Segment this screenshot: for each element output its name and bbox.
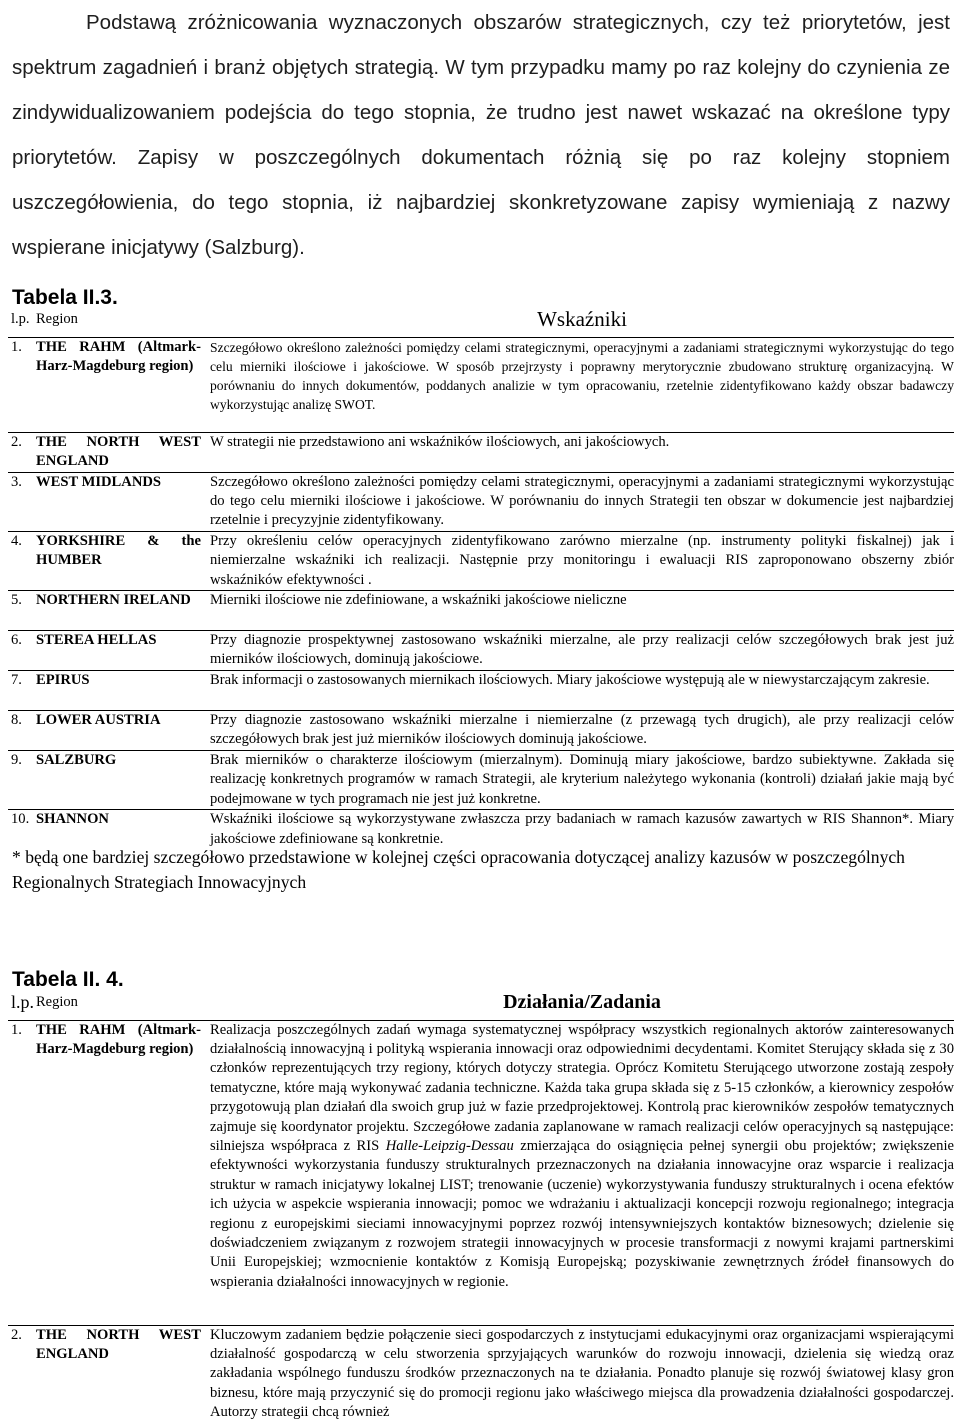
table-row <box>8 1325 954 1423</box>
table-row <box>8 531 954 590</box>
table1-caption: Tabela II.3. <box>12 286 118 309</box>
intro-rest: jest spektrum zagadnień i branż objętych strategią. W tym przypadku mamy po raz kolejny do czynienia ze zindywidualizowaniem podejścia do tego stopnia, że trudno jest nawet wskazać na określone typy priorytetów. Zapisy w poszczególnych dokumentach różnią się po raz kolejny stopniem uszczegółowienia, do tego stopnia, iż najbardziej skonkretyzowane zapisy wymieniają z nazwy wspierane inicjatywy (Salzburg). <box>12 11 950 259</box>
table-row <box>8 432 954 472</box>
row-number: 4. <box>8 531 33 590</box>
row-text: Wskaźniki ilościowe są wykorzystywane zwłaszcza przy badaniach w ramach kazusów zawartych w RIS Shannon*. Miary jakościowe zdefiniowane są konkretnie. <box>207 810 954 850</box>
row-number: 2. <box>8 1325 33 1423</box>
row-number: 3. <box>8 472 33 531</box>
table2-header-row <box>8 993 954 1020</box>
table1-header-row <box>8 310 954 337</box>
table2-header-region: Region <box>36 994 78 1010</box>
row-region: SHANNON <box>33 810 207 850</box>
row-region: NORTHERN IRELAND <box>33 590 207 630</box>
table-row <box>8 630 954 670</box>
row-region: EPIRUS <box>33 670 207 710</box>
row-text: Brak mierników o charakterze ilościowym (mierzalnym). Dominują miary jakościowe, bardzo subiektywne. Zakłada się realizację konkretnych programów w ramach Strategii, ale kryterium należytego wykonania (kontroli) działań jakie mają być podejmowane w tych programach nie jest już konkretne. <box>207 750 954 809</box>
table-row <box>8 1020 954 1325</box>
table-row <box>8 472 954 531</box>
row-text-emphasis: Halle-Leipzig-Dessau <box>385 1137 514 1154</box>
table-row <box>8 710 954 750</box>
row-region: WEST MIDLANDS <box>33 472 207 531</box>
row-region: THE NORTH WEST ENGLAND <box>33 1325 207 1423</box>
row-number: 6. <box>8 630 33 670</box>
intro-first-line: Podstawą zróżnicowania wyznaczonych obszarów strategicznych, czy też priorytetów, <box>86 11 907 34</box>
row-text-part: Realizacja poszczególnych zadań wymaga systematycznej współpracy wszystkich regionalnych aktorów zainteresowanych działalnością innowacyjną i polityką wspierania innowacji oraz odpowiednimi decydentami. Komitet Sterujący składa się z 30 członków reprezentujących trzy regiony, których dotyczy strategia. Oprócz Komitetu Sterującego utworzone zostają zespoły tematyczne, które mają wykonywać zadania techniczne. Każda taka grupa składa się z 5-15 członków, a kierownicy zespołów przygotowują plan działań dla swoich grup już w fazie przedprojektowej. Kontrolą prac kierowników zespołów tematycznych zajmuje się koordynator projektu. Szczegółowe zadania zaplanowane w ramach realizacji celów operacyjnych są następujące: silniejsza współpraca z RIS <box>210 1021 954 1154</box>
row-text-part: Kluczowym zadaniem będzie połączenie sieci gospodarczych z instytucjami edukacyjnymi oraz organizacjami wspierającymi działalność gospodarczą w celu stworzenia sprzyjających warunków do rozwoju innowacji, dzielenia się wiedzą oraz zakładania wspólnego funduszu środków przeznaczonych na te działania. Ponadto planuje się rozwój światowej klasy gron biznesu, które mają przyczynić się do promocji regionu jako właściwego miejsca dla prowadzenia działalności gospodarczej. Autorzy strategii chcą również <box>210 1326 954 1421</box>
table-row <box>8 590 954 630</box>
row-number: 10. <box>8 810 33 850</box>
row-number: 9. <box>8 750 33 809</box>
table-row <box>8 810 954 850</box>
table1-header-region: Region <box>36 311 78 327</box>
row-text: Szczegółowo określono zależności pomiędzy celami strategicznymi, operacyjnymi a zadaniami strategicznymi wykorzystując do tego celu mierniki ilościowe i jakościowe. W sposób przejrzysty i poprawny merytorycznie zbudowano strukturę organizacyjną. W porównaniu do innych dokumentów, poddanych analizie w tym opracowaniu, rzetelnie zidentyfikowano każdy obszar badawczy wykorzystując analizę SWOT. <box>207 337 954 432</box>
row-region: THE RAHM (Altmark-Harz-Magdeburg region) <box>33 337 207 432</box>
row-text: W strategii nie przedstawiono ani wskaźników ilościowych, ani jakościowych. <box>207 432 954 472</box>
table-row <box>8 337 954 432</box>
row-number: 8. <box>8 710 33 750</box>
row-text: Przy diagnozie prospektywnej zastosowano wskaźniki mierzalne, ale przy realizacji celów szczegółowych brak jest już mierników ilościowych, dominują jakościowe. <box>207 630 954 670</box>
row-region: THE RAHM (Altmark-Harz-Magdeburg region) <box>33 1020 207 1325</box>
footnote: * będą one bardziej szczegółowo przedstawione w kolejnej części opracowania dotyczącej analizy kazusów w poszczególnych Regionalnych Strategiach Innowacyjnych <box>12 847 905 892</box>
row-number: 1. <box>8 1020 33 1325</box>
row-text <box>207 1325 954 1423</box>
row-region: LOWER AUSTRIA <box>33 710 207 750</box>
row-region: YORKSHIRE & the HUMBER <box>33 531 207 590</box>
table-row <box>8 670 954 710</box>
table2-caption: Tabela II. 4. <box>12 968 124 991</box>
table1-header-lp: l.p. <box>11 311 30 327</box>
row-text: Szczegółowo określono zależności pomiędzy celami strategicznymi, operacyjnymi a zadaniami strategicznymi wykorzystując do tego celu mierniki ilościowe i jakościowe. W porównaniu do innych Strategii ten obszar w dokumencie jest najbardziej rzetelnie i precyzyjnie zidentyfikowany. <box>207 472 954 531</box>
row-text <box>207 1020 954 1325</box>
row-region: THE NORTH WEST ENGLAND <box>33 432 207 472</box>
row-number: 2. <box>8 432 33 472</box>
table2 <box>8 993 954 1423</box>
row-region: SALZBURG <box>33 750 207 809</box>
row-region: STEREA HELLAS <box>33 630 207 670</box>
row-text: Mierniki ilościowe nie zdefiniowane, a wskaźniki jakościowe nieliczne <box>207 590 954 630</box>
table-row <box>8 750 954 809</box>
row-number: 5. <box>8 590 33 630</box>
row-text-part: zmierzająca do osiągnięcia pełnej synergii obu projektów; zwiększenie efektywności wykorzystania funduszy strukturalnych przeznaczonych na działania innowacyjne oraz wsparcie i realizacja struktur w ramach inicjatywy lokalnej LIST; trenowanie (uczenie) wykorzystywania funduszy strukturalnych i ocena efektów ich użycia w aspekcie wspierania innowacji; pomoc we wdrażaniu i aktualizacji koncepcji rozwoju regionalnego; integracja regionu z europejskimi sieciami innowacyjnymi poprzez rozwój intensywniejszych kontaktów biznesowych; dzielenie się doświadczeniem związanym z rozwojem strategii innowacyjnych w procesie transformacji z nowymi krajami partnerskimi Unii Europejskiej; wzmocnienie kontaktów z Komisją Europejską; pozyskiwanie zewnętrznych źródeł finansowych do wspierania działalności innowacyjnych w regionie. <box>210 1137 954 1290</box>
row-number: 7. <box>8 670 33 710</box>
table2-header-col: Działania/Zadania <box>503 991 661 1013</box>
row-number: 1. <box>8 337 33 432</box>
row-text: Przy diagnozie zastosowano wskaźniki mierzalne i niemierzalne (z przewagą tych drugich), ale przy realizacji celów szczegółowych brak jest już mierników ilościowych dominują jakościowe. <box>207 710 954 750</box>
row-text: Przy określeniu celów operacyjnych zidentyfikowano zarówno mierzalne (np. instrumenty polityki fiskalnej) jak i niemierzalne wskaźniki ich realizacji. Następnie przy monitoringu i ewaluacji RIS zaproponowano obszerny zbiór wskaźników efektywności . <box>207 531 954 590</box>
row-text: Brak informacji o zastosowanych miernikach ilościowych. Miary jakościowe występują ale w niewystarczającym zakresie. <box>207 670 954 710</box>
table1-header-col: Wskaźniki <box>537 307 627 331</box>
table1 <box>8 307 954 850</box>
intro-paragraph <box>12 0 950 270</box>
table2-header-lp: l.p. <box>11 992 35 1012</box>
